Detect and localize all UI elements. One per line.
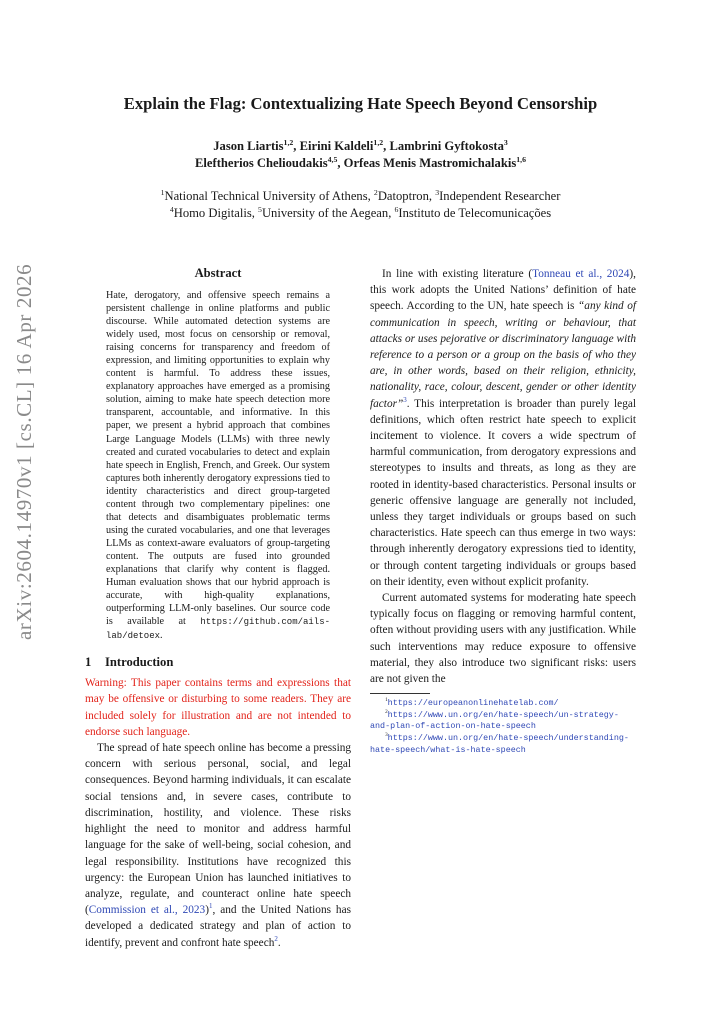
affil-mark: 3 [435,187,440,197]
left-column [85,266,351,951]
affil-mark: 1 [160,187,165,197]
footnote-link[interactable]: https://europeanonlinehatelab.com/ [387,698,559,709]
footnote [370,733,636,756]
intro-paragraph-1 [85,740,351,951]
affil-mark: 5 [258,204,262,214]
content-warning: Warning: This paper contains terms and expressions that may be offensive or disturbing to some readers. They are included solely for illustration and are not intended to endorse such language. [85,677,351,738]
paragraph-text: , and the United Nations has developed a dedicated strategy and plan of action to identify, prevent and confront hate speech [85,904,351,949]
affil-name: National Technical University of Athens, [164,189,374,203]
affil-name: Datoptron, [377,189,436,203]
affil-mark: 6 [394,204,399,214]
abstract-end: . [160,630,163,642]
affil-name: Instituto de Telecomunicações [398,206,552,220]
paragraph-text: The spread of hate speech online has become a pressing concern with serious personal, social, and legal consequences. Beyond harming individuals, it can escalate social tensions and, in severe cases, contribute to discrimination, hostility, and violence. These risks highlight the need to monitor and address harmful language for the sake of well-being, social cohesion, and legal responsibility. Institutions have recognized this urgency: the European Union has launched initiatives to analyze, regulate, and counteract online hate speech ( [85,742,351,917]
footnote-mark[interactable]: 2 [274,934,278,943]
footnote-link[interactable]: https://www.un.org/en/hate-speech/un-strategy-and-plan-of-action-on-hate-speech [370,709,619,732]
author-affil-mark: 4,5 [327,154,338,164]
paragraph-text: ), this work adopts the United Nations’ definition of hate speech. According to the UN, hate speech is [370,268,636,313]
footnote-number: 2 [385,709,388,716]
right-column [370,266,636,756]
affil-mark: 4 [169,204,174,214]
paragraph-text: ) [205,904,209,917]
footnote-rule [370,693,430,694]
affil-name: Independent Researcher [439,189,561,203]
section-title: Introduction [105,655,174,670]
author-name: Jason Liartis [213,139,284,153]
abstract-heading: Abstract [194,266,242,280]
author-line-2: Eleftherios Chelioudakis$^{4,5}$, Orfeas Menis Mastromichalakis$^{1,6}$ [195,154,526,170]
author-affil-mark: 3 [503,137,508,147]
author-name: Orfeas Menis Mastromichalakis [343,156,517,170]
paragraph-text: . This interpretation is broader than purely legal definitions, which often restrict hate speech to explicit incitement to violence. It covers a wide spectrum of harmful communication, from derogatory expressions and stereotypes to insults and threats, as long as they are rooted in identity-based characteristics. Personal insults or generic offensive language are generally not included, unless they target individuals or groups based on such characteristics. Hate speech can thus emerge in two ways: through inherently derogatory expressions tied to identity, or through content targeting individuals or groups based on their identity, even without explicit profanity. [370,397,636,588]
footnote-mark[interactable]: 1 [208,902,213,911]
section-heading-introduction [85,655,351,670]
author-affil-mark: 1,6 [516,154,526,164]
abstract-body [106,289,330,643]
abstract-text: Hate, derogatory, and offensive speech remains a persistent challenge in online platforms and public discourse. While automated detection systems are widely used, most focus on censorship or removal, raising concerns for transparency and freedom of expression, and limiting opportunities to explain why content is harmful. To address these issues, explanatory approaches have emerged as a promising solution, aiming to make hate speech detection more transparent, accountable, and informative. In this paper, we present a hybrid approach that combines Large Language Models (LLMs) with three newly created and curated vocabularies to detect and explain hate speech in English, French, and Greek. Our system captures both inherently derogatory expressions tied to identity characteristics and direct group-targeted content through two complementary pipelines: one that detects and disambiguates problematic terms using the curated vocabularies, and one that leverages LLMs as context-aware evaluators of group-targeting content. The outputs are fused into grounded explanations that clarify why content is flagged. Human evaluation shows that our hybrid approach is accurate, with high-quality explanations, outperforming LLM-only baselines. Our source code is available at [106,290,330,628]
affiliation-line-2 [60,205,661,222]
author-name: Eirini Kaldeli [299,139,374,153]
section-number: 1 [85,655,92,670]
source-code-link[interactable]: https://github.com/ails-lab/detoex [106,617,330,642]
affil-mark: 2 [373,187,378,197]
footnote-number: 3 [385,732,388,739]
footnote-number: 1 [385,697,388,704]
footnote-mark[interactable]: 3 [403,395,407,404]
paper-title: Explain the Flag: Contextualizing Hate Speech Beyond Censorship [123,94,598,113]
footnotes [370,693,636,756]
author-affil-mark: 1,2 [373,137,384,147]
author-list [60,138,661,172]
footnote [370,698,636,710]
intro-paragraph-3: Current automated systems for moderating hate speech typically focus on flagging or removing harmful content, often without providing users with any justification. While such interventions may reduce exposure to offensive material, they also introduce two significant risks: users are not given the [370,592,636,686]
paragraph-text: . [277,936,281,949]
citation-link[interactable]: Tonneau et al., 2024 [532,268,630,280]
footnote-link[interactable]: https://www.un.org/en/hate-speech/understanding-hate-speech/what-is-hate-speech [370,733,629,755]
footnote [370,710,636,733]
author-name: Lambrini Gyftokosta [389,139,504,153]
citation-link[interactable]: Commission et al., 2023 [88,904,206,917]
paragraph-text: In line with existing literature ( [382,268,533,280]
author-name: Eleftherios Chelioudakis [195,156,328,170]
affiliation-line-1 [60,188,661,205]
affil-name: Homo Digitalis, [173,206,259,220]
arxiv-stamp: arXiv:2604.14970v1 [cs.CL] 16 Apr 2026 [12,263,36,640]
affil-name: University of the Aegean, [261,206,395,220]
intro-paragraph-2 [370,266,636,590]
affiliations [60,188,661,222]
author-line-1: Jason Liartis$^{1,2}$, Eirini Kaldeli$^{1,2}$, Lambrini Gyftokosta$^3$ [213,137,508,153]
author-affil-mark: 1,2 [283,137,294,147]
un-definition-quote: “any kind of communication in speech, writing or behaviour, that attacks or uses pejorative or discriminatory language with reference to a person or a group on the basis of who they are, in other words, based on their religion, ethnicity, nationality, race, colour, descent, gender or other identity factor” [370,300,636,410]
